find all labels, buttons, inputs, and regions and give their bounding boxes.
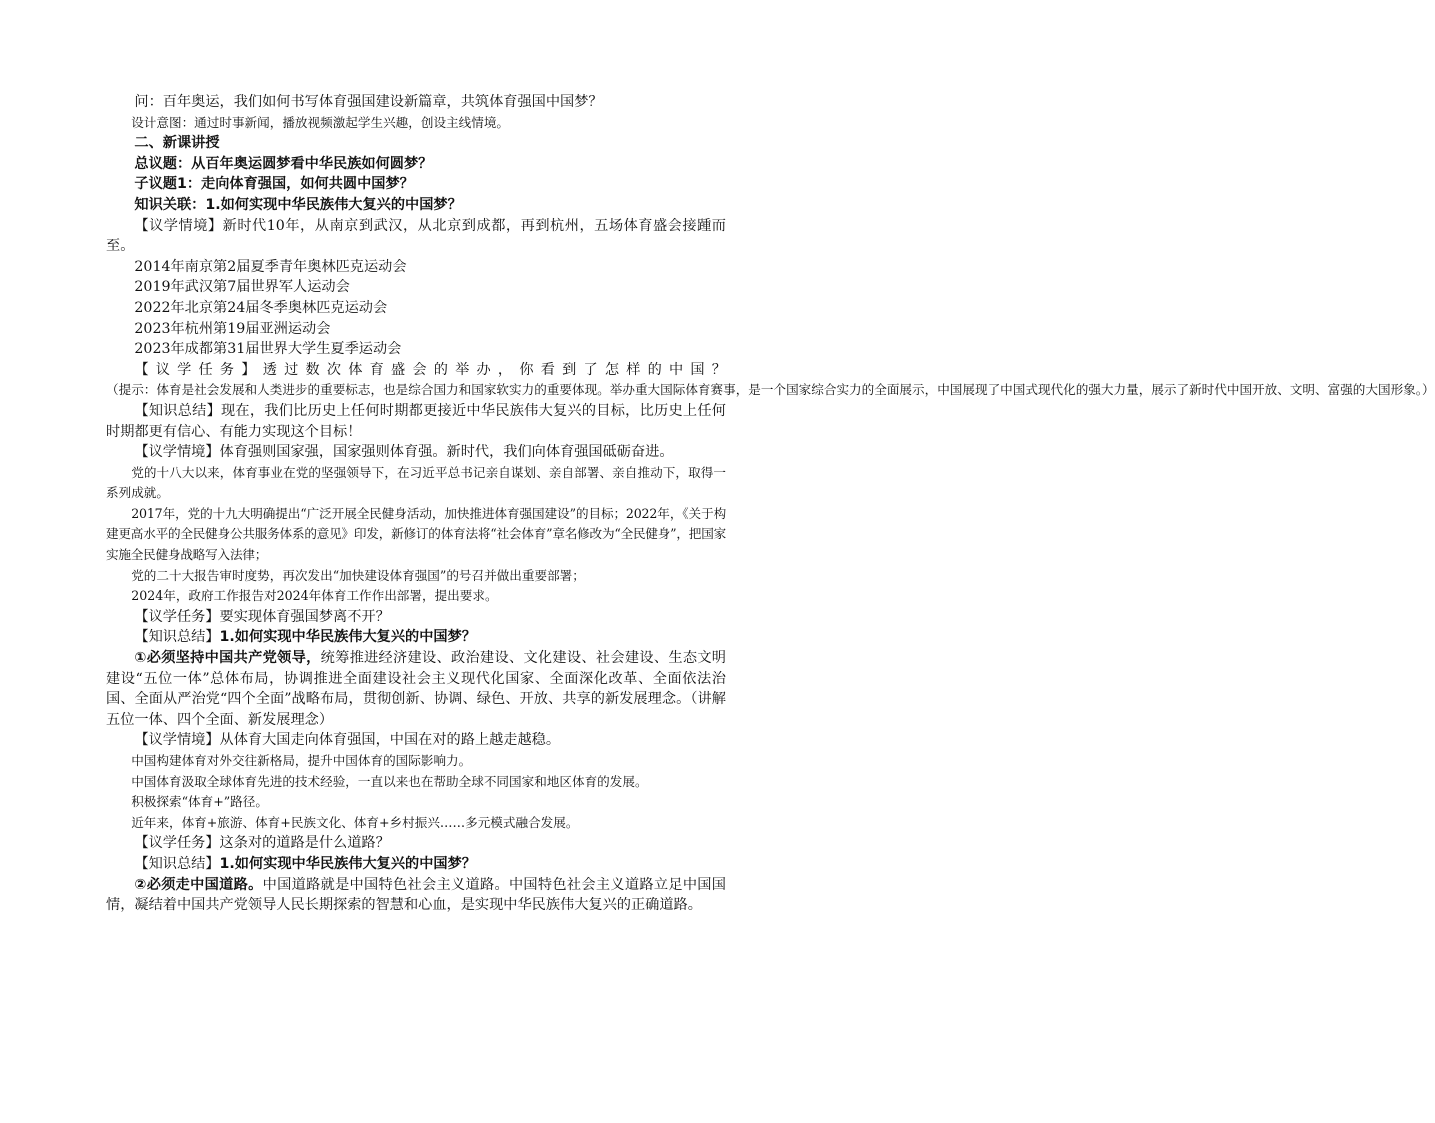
knowledge-link: 知识关联：1.如何实现中华民族伟大复兴的中国梦？ bbox=[134, 196, 462, 213]
situation-3-paragraph: 积极探索“体育+”路径。 bbox=[131, 794, 268, 810]
point-heading: ②必须走中国道路。 bbox=[134, 876, 263, 893]
situation-3 bbox=[106, 730, 726, 751]
task-2 bbox=[106, 607, 726, 628]
situation-tag: 【议学情境】 bbox=[134, 217, 223, 234]
event-item: 2023年成都第31届世界大学生夏季运动会 bbox=[134, 341, 402, 358]
situation-tag: 【议学情境】 bbox=[134, 444, 220, 461]
event-item: 2014年南京第2届夏季青年奥林匹克运动会 bbox=[134, 258, 407, 275]
situation-2-paragraph: 2024年，政府工作报告对2024年体育工作作出部署，提出要求。 bbox=[131, 588, 498, 604]
task-1 bbox=[106, 360, 1435, 401]
point-text: 统筹推进经济建设、政治建设、文化建设、社会建设、生态文明建设“五位一体”总体布局，协调推进全面建设社会主义现代化国家、全面深化改革、全面依法治国、全面从严治党“四个全面”战略布局，贯彻创新、协调、绿色、开放、共享的新发展理念。（讲解五位一体、四个全面、新发展理念） bbox=[106, 650, 726, 728]
intro-question: 问：百年奥运，我们如何书写体育强国建设新篇章，共筑体育强国中国梦？ bbox=[134, 94, 603, 110]
event-item: 2019年武汉第7届世界军人运动会 bbox=[134, 279, 350, 296]
summary-2-title bbox=[106, 627, 726, 648]
point-text: 中国道路就是中国特色社会主义道路。中国特色社会主义道路立足中国国情，凝结着中国共产党领导人民长期探索的智慧和心血，是实现中华民族伟大复兴的正确道路。 bbox=[106, 876, 726, 914]
design-intent: 设计意图：通过时事新闻，播放视频激起学生兴趣，创设主线情境。 bbox=[131, 114, 509, 130]
situation-3-paragraph: 中国构建体育对外交往新格局，提升中国体育的国际影响力。 bbox=[131, 753, 472, 768]
situation-text: 新时代10年，从南京到武汉，从北京到成都，再到杭州，五场体育盛会接踵而至。 bbox=[106, 217, 726, 255]
situation-text: 体育强则国家强，国家强则体育强。新时代，我们向体育强国砥砺奋进。 bbox=[219, 444, 674, 461]
task-hint: （提示：体育是社会发展和人类进步的重要标志，也是综合国力和国家软实力的重要体现。举办重大国际体育赛事，是一个国家综合实力的全面展示，中国展现了中国式现代化的强大力量，展示了新时代中国开放、文明、富强的大国形象。） bbox=[106, 382, 1435, 398]
task-tag: 【议学任务】 bbox=[134, 608, 220, 625]
situation-2 bbox=[106, 442, 726, 463]
summary-3-point bbox=[106, 875, 726, 916]
summary-tag: 【知识总结】 bbox=[134, 629, 220, 646]
situation-1 bbox=[106, 216, 726, 257]
event-item: 2023年杭州第19届亚洲运动会 bbox=[134, 320, 331, 337]
situation-2-paragraph: 党的十八大以来，体育事业在党的坚强领导下，在习近平总书记亲自谋划、亲自部署、亲自推动下，取得一系列成就。 bbox=[106, 464, 726, 501]
situation-3-paragraph: 中国体育汲取全球体育先进的技术经验，一直以来也在帮助全球不同国家和地区体育的发展。 bbox=[131, 773, 648, 789]
task-tag: 【议学任务】 bbox=[134, 361, 263, 378]
summary-tag: 【知识总结】 bbox=[134, 855, 220, 872]
task-3 bbox=[106, 833, 726, 854]
summary-text: 现在，我们比历史上任何时期都更接近中华民族伟大复兴的目标，比历史上任何时期都更有信心、有能力实现这个目标！ bbox=[106, 402, 726, 440]
summary-3-title bbox=[106, 854, 726, 875]
task-question: 透过数次体育盛会的举办，你看到了怎样的中国？ bbox=[262, 361, 726, 378]
situation-2-paragraph: 党的二十大报告审时度势，再次发出“加快建设体育强国”的号召并做出重要部署； bbox=[131, 567, 585, 583]
point-heading: ①必须坚持中国共产党领导， bbox=[134, 650, 321, 667]
situation-3-paragraph: 近年来，体育+旅游、体育+民族文化、体育+乡村振兴……多元模式融合发展。 bbox=[131, 814, 579, 830]
document-page bbox=[106, 92, 1435, 916]
main-topic: 总议题：从百年奥运圆梦看中华民族如何圆梦？ bbox=[134, 155, 433, 172]
summary-1 bbox=[106, 401, 726, 442]
event-item: 2022年北京第24届冬季奥林匹克运动会 bbox=[134, 299, 388, 316]
section-title: 二、新课讲授 bbox=[134, 135, 220, 152]
summary-heading: 1.如何实现中华民族伟大复兴的中国梦？ bbox=[219, 855, 476, 872]
summary-heading: 1.如何实现中华民族伟大复兴的中国梦？ bbox=[219, 629, 476, 646]
task-tag: 【议学任务】 bbox=[134, 835, 220, 852]
task-question: 这条对的道路是什么道路？ bbox=[219, 835, 390, 852]
summary-2-point bbox=[106, 648, 726, 730]
summary-tag: 【知识总结】 bbox=[134, 402, 221, 419]
task-question: 要实现体育强国梦离不开？ bbox=[219, 608, 390, 625]
situation-tag: 【议学情境】 bbox=[134, 732, 220, 749]
situation-2-paragraph: 2017年，党的十九大明确提出“广泛开展全民健身活动，加快推进体育强国建设”的目标；2022年，《关于构建更高水平的全民健身公共服务体系的意见》印发，新修订的体育法将“社会体育”章名修改为“全民健身”，把国家实施全民健身战略写入法律； bbox=[106, 505, 726, 563]
situation-text: 从体育大国走向体育强国，中国在对的路上越走越稳。 bbox=[219, 732, 561, 749]
sub-topic: 子议题1：走向体育强国，如何共圆中国梦？ bbox=[134, 176, 414, 193]
